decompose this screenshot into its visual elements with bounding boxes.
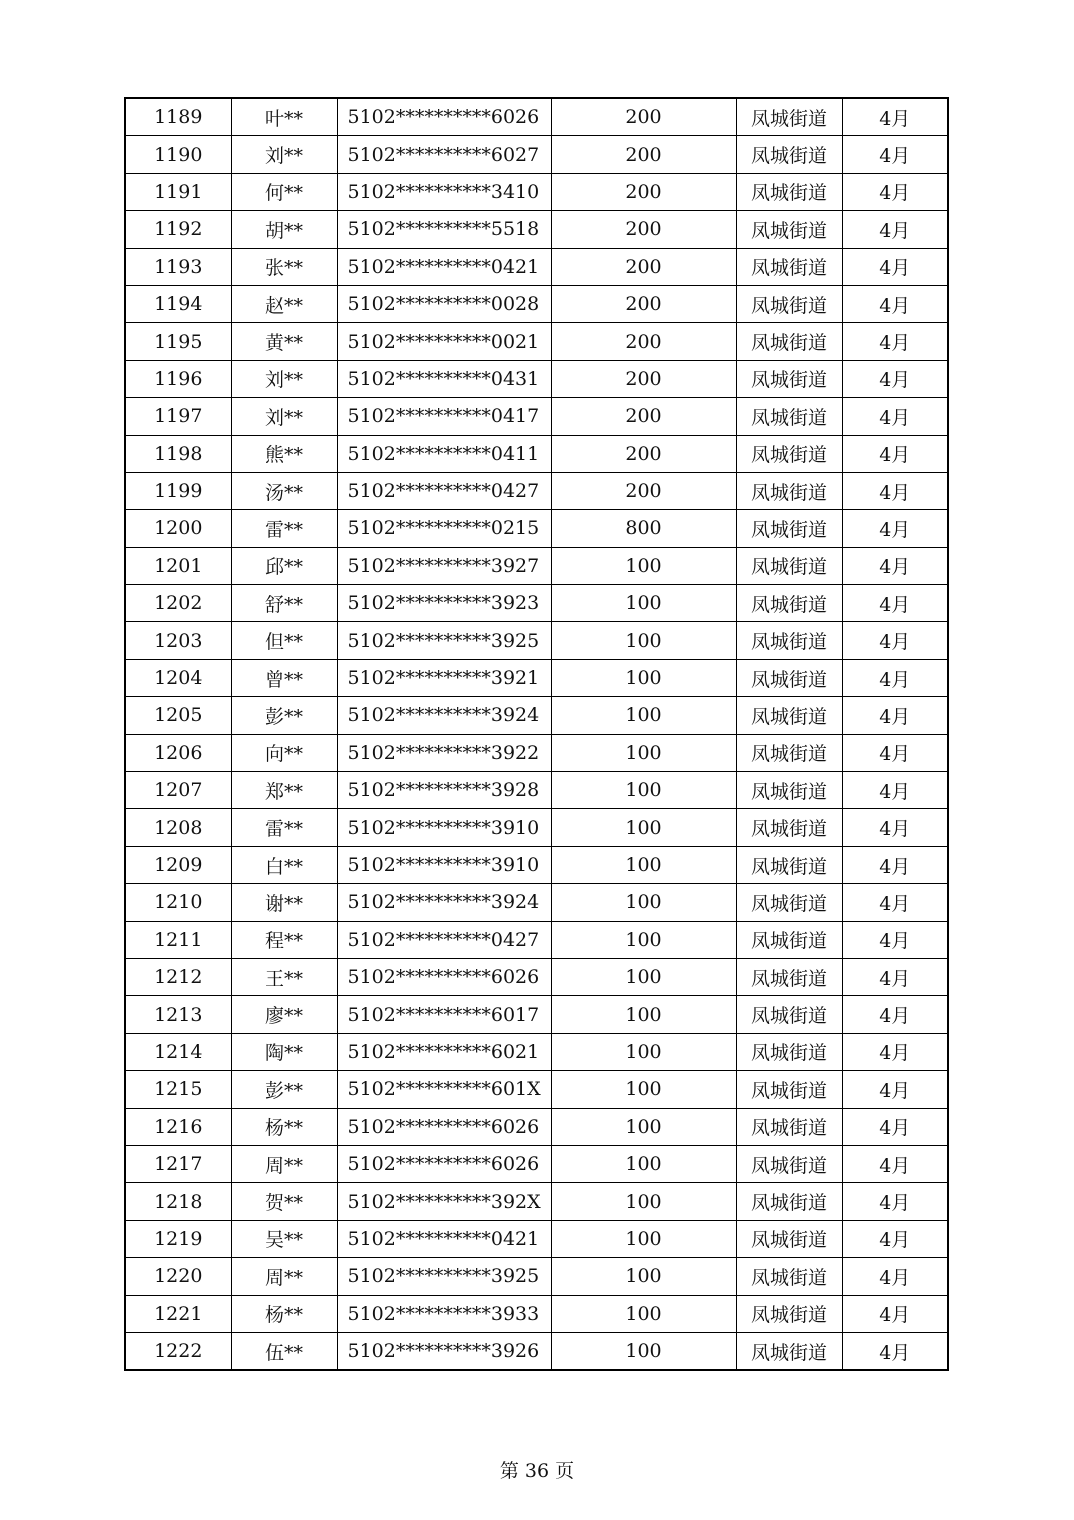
table-row xyxy=(125,958,948,995)
name-cell: 赵** xyxy=(231,285,337,322)
month-cell: 4月 xyxy=(842,622,948,659)
street-cell: 凤城街道 xyxy=(736,1108,842,1145)
name-cell: 雷** xyxy=(231,510,337,547)
id-number-cell: 5102**********3933 xyxy=(337,1295,551,1332)
name-cell: 廖** xyxy=(231,996,337,1033)
id-number-cell: 5102**********6017 xyxy=(337,996,551,1033)
row-number-cell: 1217 xyxy=(125,1145,231,1182)
amount-cell: 200 xyxy=(551,472,736,509)
table-row xyxy=(125,846,948,883)
row-number-cell: 1200 xyxy=(125,510,231,547)
id-number-cell: 5102**********0427 xyxy=(337,472,551,509)
amount-cell: 100 xyxy=(551,1295,736,1332)
table-row xyxy=(125,1332,948,1370)
table-row xyxy=(125,734,948,771)
street-cell: 凤城街道 xyxy=(736,248,842,285)
id-number-cell: 5102**********0417 xyxy=(337,398,551,435)
table-row xyxy=(125,1033,948,1070)
row-number-cell: 1196 xyxy=(125,360,231,397)
table-row xyxy=(125,1071,948,1108)
month-cell: 4月 xyxy=(842,1145,948,1182)
row-number-cell: 1215 xyxy=(125,1071,231,1108)
name-cell: 杨** xyxy=(231,1295,337,1332)
amount-cell: 200 xyxy=(551,136,736,173)
row-number-cell: 1190 xyxy=(125,136,231,173)
month-cell: 4月 xyxy=(842,846,948,883)
row-number-cell: 1206 xyxy=(125,734,231,771)
id-number-cell: 5102**********601X xyxy=(337,1071,551,1108)
table-row xyxy=(125,472,948,509)
month-cell: 4月 xyxy=(842,1071,948,1108)
id-number-cell: 5102**********3924 xyxy=(337,884,551,921)
row-number-cell: 1220 xyxy=(125,1258,231,1295)
row-number-cell: 1205 xyxy=(125,697,231,734)
id-number-cell: 5102**********5518 xyxy=(337,211,551,248)
id-number-cell: 5102**********0021 xyxy=(337,323,551,360)
id-number-cell: 5102**********3927 xyxy=(337,547,551,584)
id-number-cell: 5102**********0431 xyxy=(337,360,551,397)
row-number-cell: 1189 xyxy=(125,98,231,136)
amount-cell: 200 xyxy=(551,285,736,322)
month-cell: 4月 xyxy=(842,285,948,322)
row-number-cell: 1203 xyxy=(125,622,231,659)
row-number-cell: 1221 xyxy=(125,1295,231,1332)
name-cell: 汤** xyxy=(231,472,337,509)
amount-cell: 200 xyxy=(551,173,736,210)
amount-cell: 100 xyxy=(551,1071,736,1108)
amount-cell: 100 xyxy=(551,1145,736,1182)
street-cell: 凤城街道 xyxy=(736,510,842,547)
amount-cell: 100 xyxy=(551,996,736,1033)
street-cell: 凤城街道 xyxy=(736,211,842,248)
row-number-cell: 1194 xyxy=(125,285,231,322)
amount-cell: 200 xyxy=(551,98,736,136)
id-number-cell: 5102**********3924 xyxy=(337,697,551,734)
table-row xyxy=(125,360,948,397)
street-cell: 凤城街道 xyxy=(736,846,842,883)
street-cell: 凤城街道 xyxy=(736,1183,842,1220)
street-cell: 凤城街道 xyxy=(736,1220,842,1257)
table-row xyxy=(125,510,948,547)
name-cell: 杨** xyxy=(231,1108,337,1145)
month-cell: 4月 xyxy=(842,173,948,210)
row-number-cell: 1204 xyxy=(125,659,231,696)
row-number-cell: 1197 xyxy=(125,398,231,435)
street-cell: 凤城街道 xyxy=(736,360,842,397)
table-row xyxy=(125,1295,948,1332)
id-number-cell: 5102**********3910 xyxy=(337,846,551,883)
table-row xyxy=(125,136,948,173)
amount-cell: 100 xyxy=(551,659,736,696)
table-row xyxy=(125,248,948,285)
row-number-cell: 1199 xyxy=(125,472,231,509)
month-cell: 4月 xyxy=(842,996,948,1033)
amount-cell: 100 xyxy=(551,585,736,622)
name-cell: 刘** xyxy=(231,136,337,173)
name-cell: 熊** xyxy=(231,435,337,472)
street-cell: 凤城街道 xyxy=(736,136,842,173)
month-cell: 4月 xyxy=(842,1258,948,1295)
amount-cell: 100 xyxy=(551,622,736,659)
month-cell: 4月 xyxy=(842,734,948,771)
table-row xyxy=(125,809,948,846)
table-row xyxy=(125,398,948,435)
street-cell: 凤城街道 xyxy=(736,884,842,921)
table-row xyxy=(125,996,948,1033)
table-row xyxy=(125,435,948,472)
name-cell: 陶** xyxy=(231,1033,337,1070)
name-cell: 曾** xyxy=(231,659,337,696)
table-row xyxy=(125,1183,948,1220)
row-number-cell: 1207 xyxy=(125,772,231,809)
month-cell: 4月 xyxy=(842,211,948,248)
row-number-cell: 1222 xyxy=(125,1332,231,1370)
name-cell: 郑** xyxy=(231,772,337,809)
row-number-cell: 1211 xyxy=(125,921,231,958)
id-number-cell: 5102**********3928 xyxy=(337,772,551,809)
row-number-cell: 1212 xyxy=(125,958,231,995)
id-number-cell: 5102**********6026 xyxy=(337,1145,551,1182)
street-cell: 凤城街道 xyxy=(736,622,842,659)
table-row xyxy=(125,772,948,809)
table-body xyxy=(125,98,948,1370)
month-cell: 4月 xyxy=(842,398,948,435)
row-number-cell: 1218 xyxy=(125,1183,231,1220)
street-cell: 凤城街道 xyxy=(736,734,842,771)
table-row xyxy=(125,622,948,659)
row-number-cell: 1210 xyxy=(125,884,231,921)
table-row xyxy=(125,1258,948,1295)
row-number-cell: 1209 xyxy=(125,846,231,883)
row-number-cell: 1202 xyxy=(125,585,231,622)
street-cell: 凤城街道 xyxy=(736,435,842,472)
id-number-cell: 5102**********3410 xyxy=(337,173,551,210)
id-number-cell: 5102**********0411 xyxy=(337,435,551,472)
month-cell: 4月 xyxy=(842,659,948,696)
amount-cell: 100 xyxy=(551,772,736,809)
street-cell: 凤城街道 xyxy=(736,98,842,136)
amount-cell: 100 xyxy=(551,1258,736,1295)
row-number-cell: 1216 xyxy=(125,1108,231,1145)
amount-cell: 100 xyxy=(551,921,736,958)
street-cell: 凤城街道 xyxy=(736,1332,842,1370)
month-cell: 4月 xyxy=(842,1295,948,1332)
row-number-cell: 1191 xyxy=(125,173,231,210)
table-row xyxy=(125,285,948,322)
amount-cell: 200 xyxy=(551,360,736,397)
name-cell: 彭** xyxy=(231,1071,337,1108)
street-cell: 凤城街道 xyxy=(736,1071,842,1108)
table-row xyxy=(125,173,948,210)
street-cell: 凤城街道 xyxy=(736,1258,842,1295)
id-number-cell: 5102**********3922 xyxy=(337,734,551,771)
name-cell: 王** xyxy=(231,958,337,995)
name-cell: 邱** xyxy=(231,547,337,584)
month-cell: 4月 xyxy=(842,435,948,472)
table-row xyxy=(125,98,948,136)
street-cell: 凤城街道 xyxy=(736,659,842,696)
amount-cell: 100 xyxy=(551,547,736,584)
id-number-cell: 5102**********6026 xyxy=(337,958,551,995)
name-cell: 白** xyxy=(231,846,337,883)
month-cell: 4月 xyxy=(842,809,948,846)
name-cell: 周** xyxy=(231,1258,337,1295)
table-row xyxy=(125,697,948,734)
row-number-cell: 1195 xyxy=(125,323,231,360)
amount-cell: 100 xyxy=(551,1332,736,1370)
month-cell: 4月 xyxy=(842,136,948,173)
amount-cell: 100 xyxy=(551,1220,736,1257)
id-number-cell: 5102**********6026 xyxy=(337,1108,551,1145)
id-number-cell: 5102**********3923 xyxy=(337,585,551,622)
data-table xyxy=(124,97,949,1371)
month-cell: 4月 xyxy=(842,697,948,734)
table-row xyxy=(125,1145,948,1182)
name-cell: 黄** xyxy=(231,323,337,360)
amount-cell: 100 xyxy=(551,846,736,883)
table-row xyxy=(125,921,948,958)
month-cell: 4月 xyxy=(842,958,948,995)
street-cell: 凤城街道 xyxy=(736,585,842,622)
month-cell: 4月 xyxy=(842,1220,948,1257)
table-row xyxy=(125,547,948,584)
id-number-cell: 5102**********3925 xyxy=(337,622,551,659)
name-cell: 刘** xyxy=(231,398,337,435)
id-number-cell: 5102**********0215 xyxy=(337,510,551,547)
id-number-cell: 5102**********6027 xyxy=(337,136,551,173)
street-cell: 凤城街道 xyxy=(736,285,842,322)
id-number-cell: 5102**********3921 xyxy=(337,659,551,696)
street-cell: 凤城街道 xyxy=(736,1033,842,1070)
id-number-cell: 5102**********3925 xyxy=(337,1258,551,1295)
row-number-cell: 1198 xyxy=(125,435,231,472)
amount-cell: 100 xyxy=(551,884,736,921)
street-cell: 凤城街道 xyxy=(736,772,842,809)
street-cell: 凤城街道 xyxy=(736,547,842,584)
month-cell: 4月 xyxy=(842,1332,948,1370)
street-cell: 凤城街道 xyxy=(736,996,842,1033)
id-number-cell: 5102**********6021 xyxy=(337,1033,551,1070)
id-number-cell: 5102**********0421 xyxy=(337,248,551,285)
street-cell: 凤城街道 xyxy=(736,472,842,509)
street-cell: 凤城街道 xyxy=(736,921,842,958)
month-cell: 4月 xyxy=(842,360,948,397)
street-cell: 凤城街道 xyxy=(736,173,842,210)
amount-cell: 800 xyxy=(551,510,736,547)
amount-cell: 200 xyxy=(551,435,736,472)
name-cell: 谢** xyxy=(231,884,337,921)
amount-cell: 100 xyxy=(551,1033,736,1070)
amount-cell: 100 xyxy=(551,809,736,846)
amount-cell: 200 xyxy=(551,248,736,285)
id-number-cell: 5102**********0427 xyxy=(337,921,551,958)
name-cell: 向** xyxy=(231,734,337,771)
id-number-cell: 5102**********3926 xyxy=(337,1332,551,1370)
month-cell: 4月 xyxy=(842,921,948,958)
street-cell: 凤城街道 xyxy=(736,958,842,995)
month-cell: 4月 xyxy=(842,1108,948,1145)
street-cell: 凤城街道 xyxy=(736,323,842,360)
amount-cell: 200 xyxy=(551,398,736,435)
name-cell: 彭** xyxy=(231,697,337,734)
amount-cell: 100 xyxy=(551,697,736,734)
row-number-cell: 1219 xyxy=(125,1220,231,1257)
table-row xyxy=(125,884,948,921)
name-cell: 雷** xyxy=(231,809,337,846)
id-number-cell: 5102**********0421 xyxy=(337,1220,551,1257)
amount-cell: 100 xyxy=(551,1183,736,1220)
table-row xyxy=(125,585,948,622)
table-row xyxy=(125,1108,948,1145)
id-number-cell: 5102**********0028 xyxy=(337,285,551,322)
month-cell: 4月 xyxy=(842,323,948,360)
month-cell: 4月 xyxy=(842,472,948,509)
name-cell: 吴** xyxy=(231,1220,337,1257)
name-cell: 刘** xyxy=(231,360,337,397)
amount-cell: 100 xyxy=(551,1108,736,1145)
name-cell: 舒** xyxy=(231,585,337,622)
month-cell: 4月 xyxy=(842,248,948,285)
row-number-cell: 1208 xyxy=(125,809,231,846)
name-cell: 伍** xyxy=(231,1332,337,1370)
row-number-cell: 1213 xyxy=(125,996,231,1033)
table-row xyxy=(125,211,948,248)
name-cell: 周** xyxy=(231,1145,337,1182)
id-number-cell: 5102**********3910 xyxy=(337,809,551,846)
name-cell: 贺** xyxy=(231,1183,337,1220)
row-number-cell: 1214 xyxy=(125,1033,231,1070)
row-number-cell: 1192 xyxy=(125,211,231,248)
street-cell: 凤城街道 xyxy=(736,1295,842,1332)
id-number-cell: 5102**********392X xyxy=(337,1183,551,1220)
street-cell: 凤城街道 xyxy=(736,809,842,846)
amount-cell: 100 xyxy=(551,734,736,771)
name-cell: 叶** xyxy=(231,98,337,136)
month-cell: 4月 xyxy=(842,772,948,809)
street-cell: 凤城街道 xyxy=(736,697,842,734)
id-number-cell: 5102**********6026 xyxy=(337,98,551,136)
month-cell: 4月 xyxy=(842,1033,948,1070)
month-cell: 4月 xyxy=(842,1183,948,1220)
amount-cell: 200 xyxy=(551,323,736,360)
name-cell: 张** xyxy=(231,248,337,285)
name-cell: 程** xyxy=(231,921,337,958)
name-cell: 胡** xyxy=(231,211,337,248)
table-row xyxy=(125,659,948,696)
row-number-cell: 1193 xyxy=(125,248,231,285)
amount-cell: 100 xyxy=(551,958,736,995)
street-cell: 凤城街道 xyxy=(736,398,842,435)
page-number: 第 36 页 xyxy=(499,1460,575,1482)
month-cell: 4月 xyxy=(842,510,948,547)
name-cell: 但** xyxy=(231,622,337,659)
month-cell: 4月 xyxy=(842,585,948,622)
name-cell: 何** xyxy=(231,173,337,210)
month-cell: 4月 xyxy=(842,98,948,136)
row-number-cell: 1201 xyxy=(125,547,231,584)
street-cell: 凤城街道 xyxy=(736,1145,842,1182)
table-row xyxy=(125,323,948,360)
amount-cell: 200 xyxy=(551,211,736,248)
month-cell: 4月 xyxy=(842,884,948,921)
month-cell: 4月 xyxy=(842,547,948,584)
table-row xyxy=(125,1220,948,1257)
